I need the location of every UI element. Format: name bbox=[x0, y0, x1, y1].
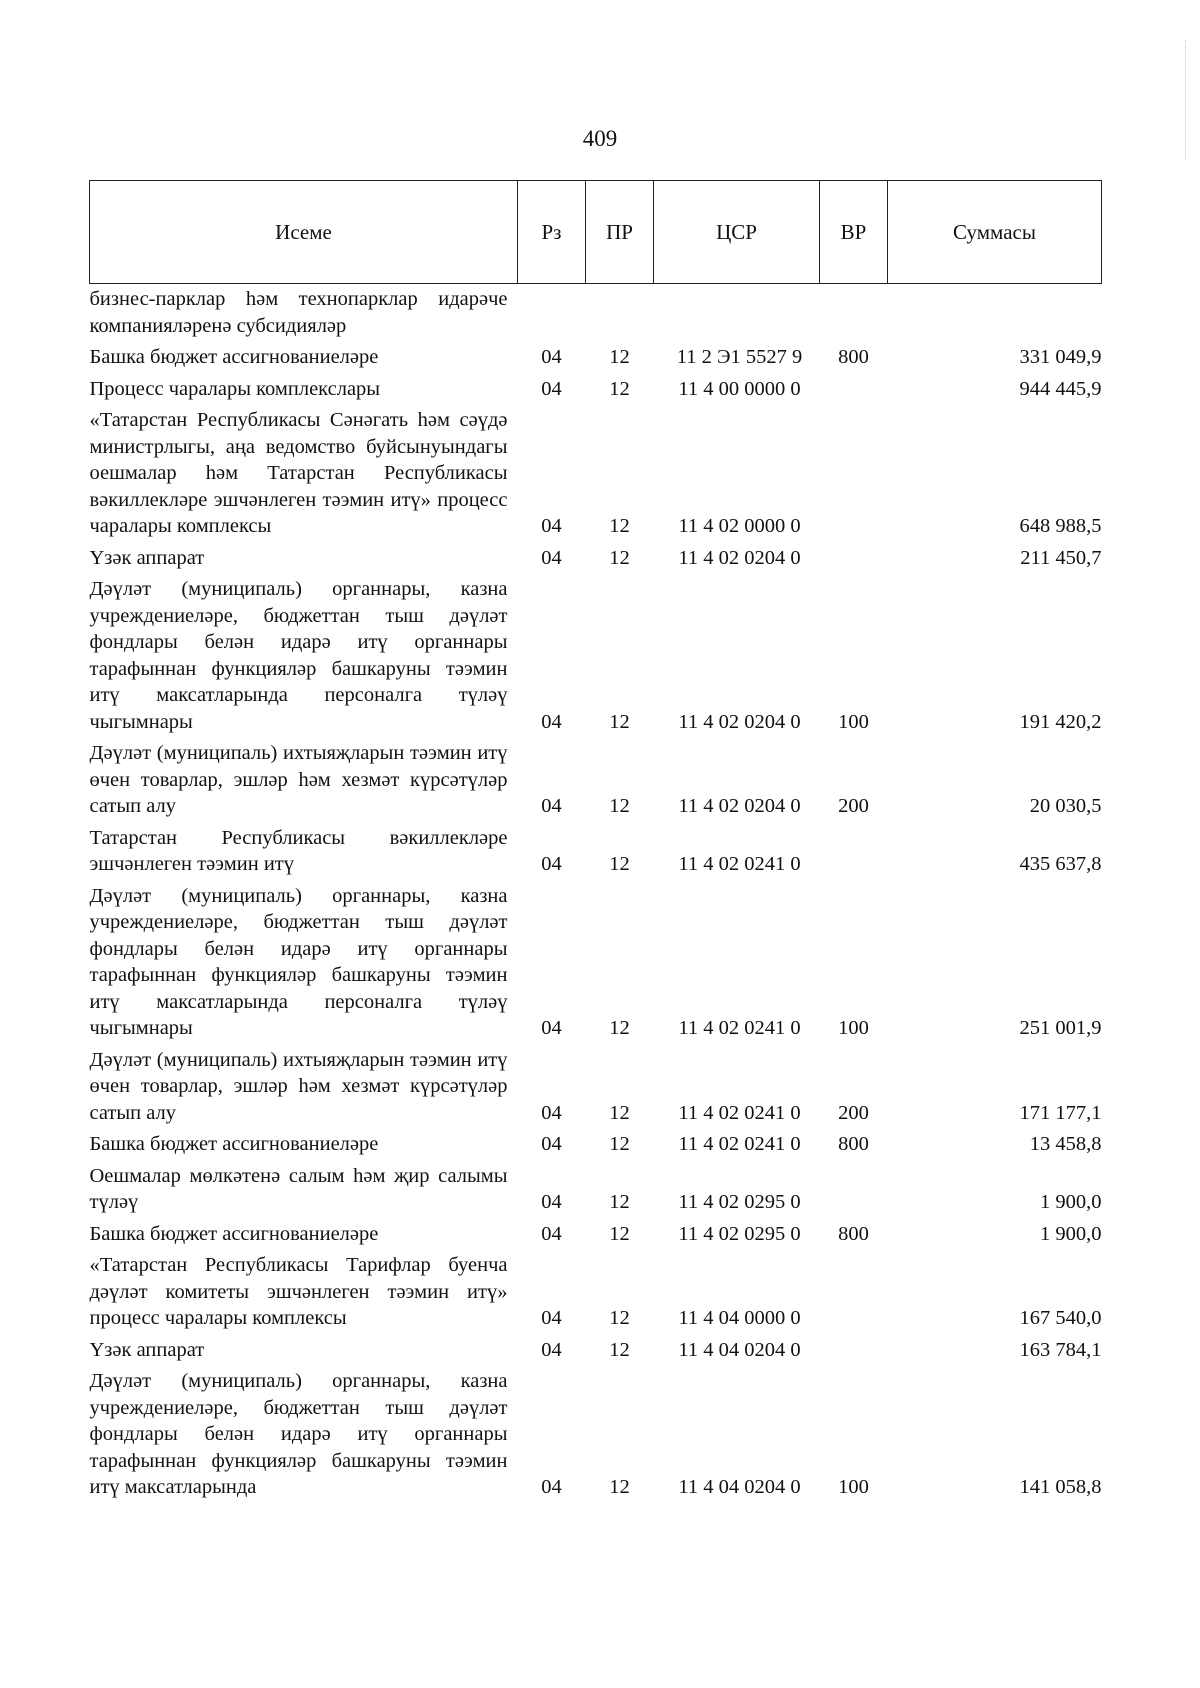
cell-name: Дәүләт (муниципаль) органнары, казна учреждениеләре, бюджеттан тыш дәүләт фондлары белән идарә итү органнары тарафыннан функцияләр башкаруны тәэмин итү максатларында персоналга түләү чыгымнары bbox=[89, 884, 508, 1039]
cell-vr bbox=[820, 1337, 888, 1369]
cell-vr bbox=[820, 1163, 888, 1221]
cell-rz: 04 bbox=[541, 1338, 562, 1361]
cell-name: Оешмалар мөлкәтенә салым һәм җир салымы түләү bbox=[89, 1164, 508, 1213]
cell-pr: 12 bbox=[609, 1191, 630, 1213]
cell-name: Татарстан Республикасы вәкиллекләре эшчәнлеген тәэмин итү bbox=[89, 826, 508, 875]
cell-csr: 11 2 Э1 5527 9 bbox=[676, 346, 803, 368]
cell-csr: 11 4 02 0295 0 bbox=[678, 1222, 801, 1245]
cell-pr: 12 bbox=[609, 515, 630, 537]
cell-pr: 12 bbox=[609, 1133, 630, 1155]
cell-csr: 11 4 02 0295 0 bbox=[678, 1191, 801, 1213]
header-vr: ВР bbox=[820, 181, 888, 284]
cell-rz: 04 bbox=[541, 1191, 562, 1213]
cell-sum: 648 988,5 bbox=[1019, 515, 1102, 537]
table-row bbox=[90, 376, 1102, 408]
cell-name: Процесс чаралары комплекслары bbox=[89, 377, 381, 400]
cell-vr bbox=[820, 1252, 888, 1337]
cell-name: Үзәк аппарат bbox=[89, 1338, 205, 1361]
cell-name: Үзәк аппарат bbox=[89, 546, 205, 569]
cell-sum: 191 420,2 bbox=[1019, 710, 1102, 733]
cell-rz: 04 bbox=[541, 546, 562, 569]
cell-sum: 251 001,9 bbox=[1019, 1017, 1102, 1039]
cell-vr: 800 bbox=[838, 346, 869, 368]
table-row bbox=[90, 407, 1102, 545]
cell-sum: 944 445,9 bbox=[1019, 377, 1102, 400]
cell-rz: 04 bbox=[541, 515, 562, 537]
cell-rz: 04 bbox=[541, 1101, 562, 1124]
cell-sum: 163 784,1 bbox=[1019, 1338, 1102, 1361]
cell-csr: 11 4 02 0241 0 bbox=[678, 853, 801, 875]
table-row bbox=[90, 883, 1102, 1047]
cell-name: Башка бюджет ассигнованиеләре bbox=[89, 1133, 379, 1155]
cell-vr: 100 bbox=[838, 710, 869, 733]
cell-sum bbox=[888, 284, 1102, 345]
cell-pr: 12 bbox=[609, 795, 630, 817]
cell-sum: 13 458,8 bbox=[1029, 1133, 1102, 1155]
cell-name: Башка бюджет ассигнованиеләре bbox=[89, 346, 379, 368]
cell-sum: 211 450,7 bbox=[1020, 546, 1102, 569]
cell-name: Дәүләт (муниципаль) органнары, казна учреждениеләре, бюджеттан тыш дәүләт фондлары белән идарә итү органнары тарафыннан функцияләр башкаруны тәэмин итү максатларында bbox=[89, 1370, 508, 1498]
cell-csr: 11 4 04 0204 0 bbox=[678, 1338, 801, 1361]
cell-csr: 11 4 04 0000 0 bbox=[678, 1307, 801, 1329]
cell-pr: 12 bbox=[609, 1307, 630, 1329]
header-sum: Суммасы bbox=[888, 181, 1102, 284]
cell-csr: 11 4 02 0241 0 bbox=[678, 1017, 801, 1039]
table-row bbox=[90, 1047, 1102, 1132]
cell-pr bbox=[586, 284, 654, 345]
cell-name: Дәүләт (муниципаль) органнары, казна учреждениеләре, бюджеттан тыш дәүләт фондлары белән идарә итү органнары тарафыннан функцияләр башкаруны тәэмин итү максатларында персоналга түләү чыгымнары bbox=[89, 578, 508, 733]
cell-sum: 1 900,0 bbox=[1040, 1191, 1102, 1213]
cell-csr bbox=[654, 284, 820, 345]
cell-rz: 04 bbox=[541, 1017, 562, 1039]
cell-sum: 167 540,0 bbox=[1019, 1307, 1102, 1329]
cell-sum: 1 900,0 bbox=[1040, 1222, 1102, 1245]
table-row bbox=[90, 576, 1102, 740]
cell-vr bbox=[820, 825, 888, 883]
cell-rz: 04 bbox=[541, 1222, 562, 1245]
table-row bbox=[90, 825, 1102, 883]
table-row bbox=[90, 1131, 1102, 1163]
cell-vr: 800 bbox=[838, 1222, 869, 1245]
cell-vr bbox=[820, 407, 888, 545]
cell-rz: 04 bbox=[541, 1476, 562, 1498]
table-row bbox=[90, 1252, 1102, 1337]
cell-name: «Татарстан Республикасы Сәнәгать һәм сәүдә министрлыгы, аңа ведомство буйсынуындагы оешмалар һәм Татарстан Республикасы вәкиллекләре эшчәнлеген тәэмин итү» процесс чаралары комплексы bbox=[89, 409, 508, 537]
cell-vr: 100 bbox=[838, 1017, 869, 1039]
cell-pr: 12 bbox=[609, 1017, 630, 1039]
cell-csr: 11 4 02 0241 0 bbox=[678, 1101, 801, 1124]
table-row bbox=[90, 1337, 1102, 1369]
table-header bbox=[90, 181, 1102, 284]
table-row bbox=[90, 1221, 1102, 1253]
cell-name: бизнес-парклар һәм технопарклар идарәче компанияләренә субсидияләр bbox=[89, 288, 508, 337]
cell-vr bbox=[820, 376, 888, 408]
cell-csr: 11 4 00 0000 0 bbox=[678, 377, 801, 400]
cell-sum: 331 049,9 bbox=[1019, 346, 1102, 368]
cell-pr: 12 bbox=[609, 710, 630, 733]
cell-csr: 11 4 02 0204 0 bbox=[678, 546, 801, 569]
table-row bbox=[90, 1163, 1102, 1221]
cell-pr: 12 bbox=[609, 1101, 630, 1124]
cell-pr: 12 bbox=[609, 346, 630, 368]
table-row bbox=[90, 740, 1102, 825]
cell-sum: 20 030,5 bbox=[1029, 795, 1102, 817]
cell-vr: 800 bbox=[838, 1133, 869, 1155]
cell-csr: 11 4 02 0204 0 bbox=[678, 795, 801, 817]
table-body bbox=[90, 284, 1102, 1506]
cell-csr: 11 4 04 0204 0 bbox=[678, 1476, 801, 1498]
cell-pr: 12 bbox=[609, 546, 630, 569]
cell-vr: 100 bbox=[838, 1476, 869, 1498]
cell-name: Дәүләт (муниципаль) ихтыяҗларын тәэмин итү өчен товарлар, эшләр һәм хезмәт күрсәтүләр сатып алу bbox=[89, 1048, 508, 1124]
cell-pr: 12 bbox=[609, 853, 630, 875]
header-pr: ПР bbox=[586, 181, 654, 284]
header-row bbox=[90, 181, 1102, 284]
table-row bbox=[90, 1368, 1102, 1506]
cell-csr: 11 4 02 0241 0 bbox=[678, 1133, 801, 1155]
table-row bbox=[90, 545, 1102, 577]
cell-pr: 12 bbox=[609, 1222, 630, 1245]
table-row bbox=[90, 344, 1102, 376]
cell-pr: 12 bbox=[609, 1338, 630, 1361]
header-name: Исеме bbox=[90, 181, 518, 284]
cell-rz: 04 bbox=[541, 710, 562, 733]
cell-vr: 200 bbox=[838, 795, 869, 817]
cell-sum: 141 058,8 bbox=[1019, 1476, 1102, 1498]
header-rz: Рз bbox=[518, 181, 586, 284]
cell-name: «Татарстан Республикасы Тарифлар буенча дәүләт комитеты эшчәнлеген тәэмин итү» процесс чаралары комплексы bbox=[89, 1254, 508, 1329]
cell-csr: 11 4 02 0000 0 bbox=[678, 515, 801, 537]
cell-rz: 04 bbox=[541, 1307, 562, 1329]
cell-rz: 04 bbox=[541, 795, 562, 817]
cell-rz: 04 bbox=[541, 1133, 562, 1155]
header-csr: ЦСР bbox=[654, 181, 820, 284]
cell-rz bbox=[518, 284, 586, 345]
cell-pr: 12 bbox=[609, 1476, 630, 1498]
cell-rz: 04 bbox=[541, 377, 562, 400]
table-row bbox=[90, 284, 1102, 345]
cell-vr bbox=[820, 284, 888, 345]
cell-csr: 11 4 02 0204 0 bbox=[678, 710, 801, 733]
cell-rz: 04 bbox=[541, 853, 562, 875]
page-number: 409 bbox=[582, 126, 618, 151]
cell-name: Дәүләт (муниципаль) ихтыяҗларын тәэмин итү өчен товарлар, эшләр һәм хезмәт күрсәтүләр сатып алу bbox=[89, 742, 508, 817]
cell-vr: 200 bbox=[838, 1101, 869, 1124]
cell-sum: 435 637,8 bbox=[1019, 853, 1102, 875]
budget-table bbox=[89, 180, 1102, 1506]
cell-sum: 171 177,1 bbox=[1019, 1101, 1102, 1124]
cell-rz: 04 bbox=[541, 346, 562, 368]
cell-name: Башка бюджет ассигнованиеләре bbox=[89, 1222, 379, 1245]
cell-pr: 12 bbox=[609, 377, 630, 400]
cell-vr bbox=[820, 545, 888, 577]
